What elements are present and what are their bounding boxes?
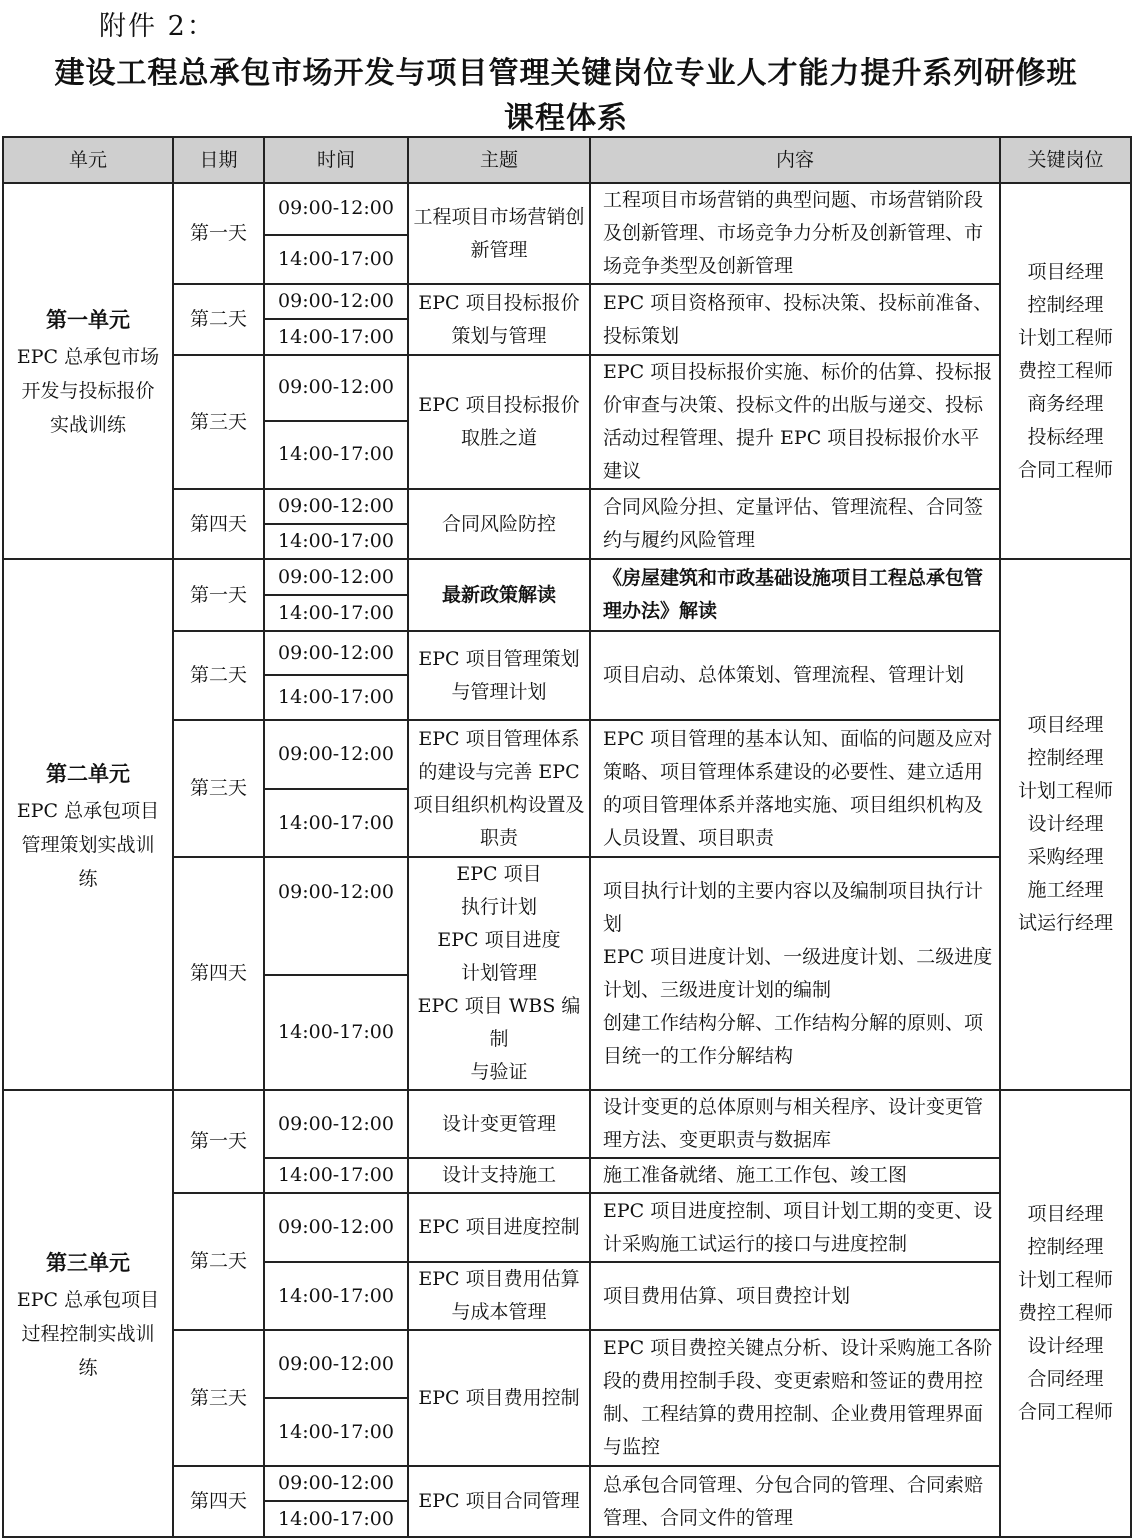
position-item: 计划工程师 xyxy=(1017,780,1113,802)
time-cell: 14:00-17:00 xyxy=(264,319,408,355)
table-row xyxy=(3,183,1131,235)
time-cell: 14:00-17:00 xyxy=(264,1158,408,1193)
content-cell: EPC 项目进度控制、项目计划工期的变更、设计采购施工试运行的接口与进度控制 xyxy=(590,1193,1000,1262)
unit-cell xyxy=(3,1090,173,1537)
topic-cell: EPC 项目合同管理 xyxy=(408,1466,590,1537)
content-cell: 《房屋建筑和市政基础设施项目工程总承包管理办法》解读 xyxy=(590,559,1000,631)
topic-cell: EPC 项目投标报价策划与管理 xyxy=(408,284,590,355)
header-row xyxy=(3,137,1131,183)
content-cell: 工程项目市场营销的典型问题、市场营销阶段及创新管理、市场竞争力分析及创新管理、市场竞争类型及创新管理 xyxy=(590,183,1000,284)
time-cell: 14:00-17:00 xyxy=(264,1501,408,1537)
topic-cell: EPC 项目管理体系的建设与完善 EPC 项目组织机构设置及职责 xyxy=(408,720,590,857)
topic-line: 与验证 xyxy=(470,1061,528,1083)
position-item: 设计经理 xyxy=(1027,813,1104,835)
time-cell: 09:00-12:00 xyxy=(264,1193,408,1262)
table-row xyxy=(3,1193,1131,1262)
content-cell: EPC 项目管理的基本认知、面临的问题及应对策略、项目管理体系建设的必要性、建立适用的项目管理体系并落地实施、项目组织机构及人员设置、项目职责 xyxy=(590,720,1000,857)
annex-label: 附件 2： xyxy=(99,11,216,42)
position-item: 合同工程师 xyxy=(1017,458,1113,481)
topic-cell: EPC 项目费用控制 xyxy=(408,1330,590,1466)
content-paragraph: EPC 项目进度计划、一级进度计划、二级进度计划、三级进度计划的编制 xyxy=(603,945,993,1001)
position-item: 费控工程师 xyxy=(1017,1302,1113,1324)
time-cell: 09:00-12:00 xyxy=(264,284,408,319)
time-cell: 14:00-17:00 xyxy=(264,1262,408,1330)
day-cell: 第四天 xyxy=(173,1466,264,1537)
content-cell: EPC 项目投标报价实施、标价的估算、投标报价审查与决策、投标文件的出版与递交、投标活动过程管理、提升 EPC 项目投标报价水平建议 xyxy=(590,355,1000,489)
time-cell: 09:00-12:00 xyxy=(264,720,408,789)
time-cell: 14:00-17:00 xyxy=(264,1398,408,1466)
topic-cell xyxy=(408,857,590,1090)
day-cell: 第二天 xyxy=(173,631,264,720)
table-row xyxy=(3,489,1131,524)
unit-title: 第二单元 xyxy=(46,761,130,786)
position-item: 控制经理 xyxy=(1027,293,1104,316)
time-cell: 14:00-17:00 xyxy=(264,789,408,857)
time-cell: 14:00-17:00 xyxy=(264,595,408,631)
content-cell: 设计变更的总体原则与相关程序、设计变更管理方法、变更职责与数据库 xyxy=(590,1090,1000,1158)
time-cell: 09:00-12:00 xyxy=(264,559,408,595)
day-cell: 第一天 xyxy=(173,1090,264,1193)
content-paragraph: 创建工作结构分解、工作结构分解的原则、项目统一的工作分解结构 xyxy=(603,1011,984,1067)
position-item: 投标经理 xyxy=(1027,425,1104,448)
time-cell: 14:00-17:00 xyxy=(264,235,408,284)
table-row xyxy=(3,355,1131,421)
position-item: 计划工程师 xyxy=(1017,326,1113,349)
header-topic: 主题 xyxy=(408,137,590,183)
day-cell: 第一天 xyxy=(173,183,264,284)
table-row xyxy=(3,284,1131,319)
topic-cell: EPC 项目投标报价取胜之道 xyxy=(408,355,590,489)
position-item: 计划工程师 xyxy=(1017,1269,1113,1291)
day-cell: 第一天 xyxy=(173,559,264,631)
positions-cell xyxy=(1000,183,1131,559)
position-item: 试运行经理 xyxy=(1017,912,1113,934)
position-item: 采购经理 xyxy=(1027,846,1104,868)
time-cell: 09:00-12:00 xyxy=(264,183,408,235)
topic-cell: 设计变更管理 xyxy=(408,1090,590,1158)
time-cell: 09:00-12:00 xyxy=(264,1466,408,1501)
topic-line: EPC 项目 xyxy=(456,863,542,885)
unit-title: 第三单元 xyxy=(46,1250,130,1275)
topic-line: EPC 项目进度 xyxy=(437,929,561,951)
content-cell: EPC 项目资格预审、投标决策、投标前准备、投标策划 xyxy=(590,284,1000,355)
time-cell: 09:00-12:00 xyxy=(264,857,408,975)
time-cell: 14:00-17:00 xyxy=(264,421,408,489)
content-paragraph: 项目执行计划的主要内容以及编制项目执行计划 xyxy=(603,879,984,935)
topic-cell: 工程项目市场营销创新管理 xyxy=(408,183,590,284)
table-row xyxy=(3,1466,1131,1501)
topic-cell: 最新政策解读 xyxy=(408,559,590,631)
topic-cell: EPC 项目进度控制 xyxy=(408,1193,590,1262)
page-subtitle: 课程体系 xyxy=(504,101,628,136)
time-cell: 09:00-12:00 xyxy=(264,355,408,421)
time-cell: 09:00-12:00 xyxy=(264,631,408,675)
topic-line: EPC 项目 WBS 编制 xyxy=(417,995,581,1050)
topic-cell: EPC 项目管理策划与管理计划 xyxy=(408,631,590,720)
position-item: 控制经理 xyxy=(1027,1236,1104,1258)
course-table xyxy=(2,136,1132,1538)
unit-description: EPC 总承包项目过程控制实战训练 xyxy=(16,1288,160,1379)
time-cell: 09:00-12:00 xyxy=(264,1090,408,1158)
topic-line: 执行计划 xyxy=(460,896,537,918)
day-cell: 第二天 xyxy=(173,284,264,355)
content-cell: 合同风险分担、定量评估、管理流程、合同签约与履约风险管理 xyxy=(590,489,1000,559)
content-cell: EPC 项目费控关键点分析、设计采购施工各阶段的费用控制手段、变更索赔和签证的费用控制、工程结算的费用控制、企业费用管理界面与监控 xyxy=(590,1330,1000,1466)
day-cell: 第四天 xyxy=(173,857,264,1090)
position-item: 设计经理 xyxy=(1027,1335,1104,1357)
topic-cell: 合同风险防控 xyxy=(408,489,590,559)
content-cell xyxy=(590,857,1000,1090)
position-item: 施工经理 xyxy=(1027,879,1104,901)
unit-cell xyxy=(3,559,173,1090)
table-row xyxy=(3,1090,1131,1158)
position-item: 合同经理 xyxy=(1027,1368,1104,1390)
time-cell: 14:00-17:00 xyxy=(264,975,408,1090)
unit-description: EPC 总承包市场开发与投标报价实战训练 xyxy=(16,346,160,436)
header-time: 时间 xyxy=(264,137,408,183)
table-row xyxy=(3,857,1131,975)
table-row xyxy=(3,631,1131,675)
header-date: 日期 xyxy=(173,137,264,183)
unit-title: 第一单元 xyxy=(46,308,130,332)
topic-cell: EPC 项目费用估算与成本管理 xyxy=(408,1262,590,1330)
time-cell: 14:00-17:00 xyxy=(264,524,408,559)
unit-cell xyxy=(3,183,173,559)
header-unit: 单元 xyxy=(3,137,173,183)
positions-cell xyxy=(1000,1090,1131,1537)
header-content: 内容 xyxy=(590,137,1000,183)
day-cell: 第二天 xyxy=(173,1193,264,1330)
time-cell: 09:00-12:00 xyxy=(264,1330,408,1398)
position-item: 项目经理 xyxy=(1027,1203,1104,1225)
header-positions: 关键岗位 xyxy=(1000,137,1131,183)
day-cell: 第四天 xyxy=(173,489,264,559)
content-cell: 总承包合同管理、分包合同的管理、合同索赔管理、合同文件的管理 xyxy=(590,1466,1000,1537)
position-item: 项目经理 xyxy=(1027,714,1104,736)
topic-line: 计划管理 xyxy=(460,962,537,984)
position-item: 控制经理 xyxy=(1027,747,1104,769)
content-cell: 项目启动、总体策划、管理流程、管理计划 xyxy=(590,631,1000,720)
table-row xyxy=(3,720,1131,789)
position-item: 商务经理 xyxy=(1027,392,1104,415)
position-item: 合同工程师 xyxy=(1017,1401,1113,1423)
content-cell: 项目费用估算、项目费控计划 xyxy=(590,1262,1000,1330)
content-cell: 施工准备就绪、施工工作包、竣工图 xyxy=(590,1158,1000,1193)
day-cell: 第三天 xyxy=(173,1330,264,1466)
unit-description: EPC 总承包项目管理策划实战训练 xyxy=(16,799,160,890)
time-cell: 14:00-17:00 xyxy=(264,675,408,720)
page-title: 建设工程总承包市场开发与项目管理关键岗位专业人才能力提升系列研修班 xyxy=(54,56,1078,91)
position-item: 费控工程师 xyxy=(1017,359,1113,382)
table-row xyxy=(3,1330,1131,1398)
day-cell: 第三天 xyxy=(173,355,264,489)
positions-cell xyxy=(1000,559,1131,1090)
table-row xyxy=(3,559,1131,595)
day-cell: 第三天 xyxy=(173,720,264,857)
time-cell: 09:00-12:00 xyxy=(264,489,408,524)
topic-cell: 设计支持施工 xyxy=(408,1158,590,1193)
position-item: 项目经理 xyxy=(1027,260,1104,283)
